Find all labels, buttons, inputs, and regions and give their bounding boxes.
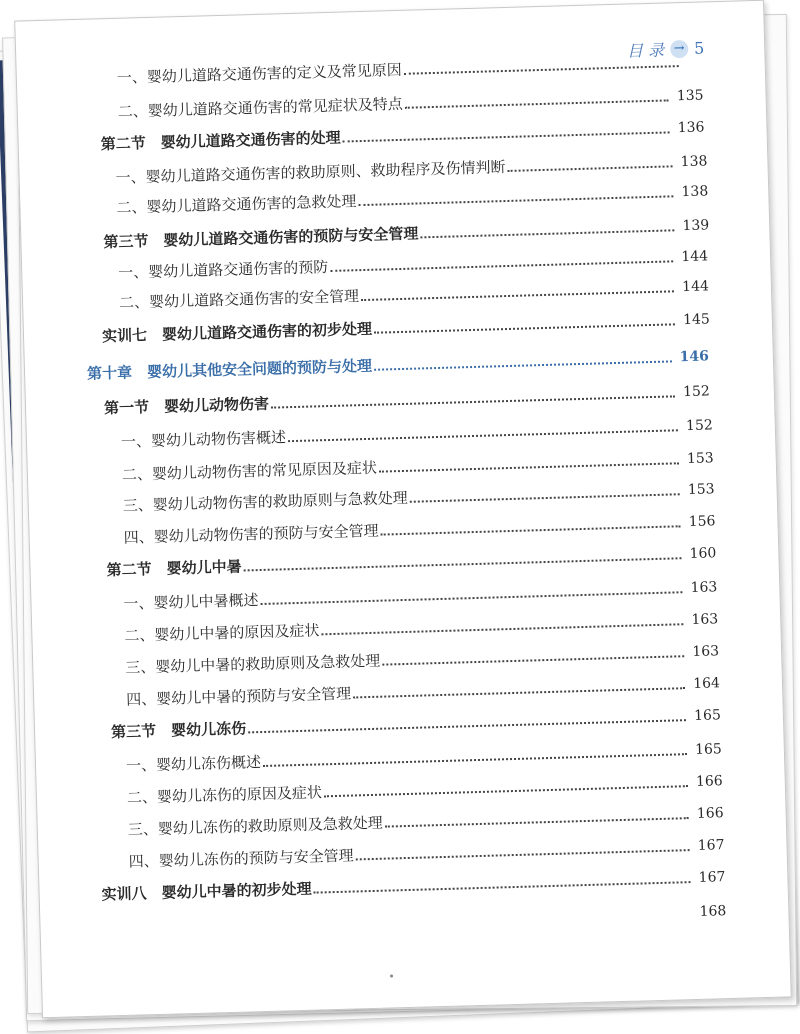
toc-label: 一、婴幼儿道路交通伤害的定义及常见原因 xyxy=(116,60,403,87)
toc-page xyxy=(14,0,792,1018)
dot-leader xyxy=(353,687,685,698)
dot-leader xyxy=(358,195,673,206)
dot-leader xyxy=(405,99,669,108)
toc-chapter xyxy=(87,347,709,382)
dot-leader xyxy=(330,260,673,272)
dot-leader xyxy=(261,591,683,605)
dot-leader xyxy=(361,290,674,301)
toc-label: 第二节 婴幼儿中暑 xyxy=(106,557,242,580)
toc-label: 实训七 婴幼儿道路交通伤害的初步处理 xyxy=(101,319,373,346)
dot-leader xyxy=(404,65,679,75)
dot-leader xyxy=(263,753,687,767)
toc-section xyxy=(106,544,716,579)
dot-leader xyxy=(382,655,684,665)
toc-label: 实训八 婴幼儿中暑的初步处理 xyxy=(101,879,312,904)
toc-label: 一、婴幼儿冻伤概述 xyxy=(125,753,262,775)
toc-label: 二、婴幼儿中暑的原因及症状 xyxy=(124,621,320,645)
toc-item xyxy=(124,610,718,645)
toc-page-number: 136 xyxy=(677,119,705,137)
toc-section xyxy=(102,310,710,345)
toc-item xyxy=(123,578,717,613)
dot-leader xyxy=(385,817,689,827)
toc-item xyxy=(102,902,726,937)
dot-leader xyxy=(379,462,679,472)
toc-item xyxy=(118,86,704,120)
toc-page-number: 153 xyxy=(686,450,714,468)
dot-leader xyxy=(343,131,670,142)
toc-label: 四、婴幼儿动物伤害的预防与安全管理 xyxy=(123,521,379,547)
dot-leader xyxy=(314,881,691,894)
toc-section xyxy=(111,706,721,741)
toc-item xyxy=(125,642,719,677)
arrow-icon: → xyxy=(670,39,688,57)
toc-page-number: 138 xyxy=(680,153,708,171)
toc-item xyxy=(122,449,714,484)
toc-section xyxy=(101,868,725,903)
toc-page-number: 152 xyxy=(685,417,714,435)
toc-page-number: 135 xyxy=(676,87,704,105)
toc-label: 第十章 婴幼儿其他安全问题的预防与处理 xyxy=(86,356,373,383)
dot-leader xyxy=(271,395,675,408)
dot-leader xyxy=(244,557,682,571)
dot-leader xyxy=(288,429,678,442)
dot-leader xyxy=(381,525,681,535)
toc-page-number: 152 xyxy=(682,383,711,401)
toc-item xyxy=(116,182,708,217)
toc-item xyxy=(127,772,723,807)
dot-leader xyxy=(410,493,680,503)
toc-label: 三、婴幼儿动物伤害的救助原则与急救处理 xyxy=(122,488,408,515)
toc-page-number: 139 xyxy=(682,217,710,235)
toc-page-number: 167 xyxy=(697,837,725,854)
toc-section xyxy=(100,118,704,153)
toc-page-number: 145 xyxy=(682,311,711,329)
toc-page-number: 144 xyxy=(681,278,710,296)
toc-page-number: 163 xyxy=(691,611,719,628)
toc-label: 一、婴幼儿中暑概述 xyxy=(123,591,259,613)
dot-leader xyxy=(374,323,675,333)
toc-page-number: 138 xyxy=(681,183,709,201)
toc-page-number: 168 xyxy=(699,903,727,920)
toc-label: 一、婴幼儿道路交通伤害的预防 xyxy=(118,257,329,282)
toc-item xyxy=(117,53,687,87)
toc-label: 一、婴幼儿道路交通伤害的救助原则、救助程序及伤情判断 xyxy=(115,158,506,187)
toc-page-number: 156 xyxy=(688,513,716,531)
toc-section xyxy=(104,382,710,417)
dot-leader xyxy=(248,719,686,733)
toc-page-number: 144 xyxy=(681,248,709,266)
toc-page-number: 166 xyxy=(695,773,723,790)
toc-item xyxy=(128,836,724,871)
print-mark xyxy=(390,974,393,977)
page-number: 5 xyxy=(693,38,705,58)
toc-label: 二、婴幼儿道路交通伤害的安全管理 xyxy=(118,287,360,312)
toc-item xyxy=(123,480,715,515)
toc-page-number: 165 xyxy=(693,707,722,724)
toc-item xyxy=(115,152,707,187)
toc-page-number: 166 xyxy=(696,805,724,822)
toc-page-number: 146 xyxy=(679,348,710,366)
toc-item xyxy=(126,674,720,709)
toc-page-number: 167 xyxy=(698,869,726,886)
toc-label: 第二节 婴幼儿道路交通伤害的处理 xyxy=(100,128,341,154)
toc-item xyxy=(128,804,724,839)
toc-label: 第三节 婴幼儿冻伤 xyxy=(110,719,247,742)
toc-label: 第一节 婴幼儿动物伤害 xyxy=(103,394,270,418)
toc-item xyxy=(126,740,722,775)
toc-label: 二、婴幼儿冻伤的原因及症状 xyxy=(126,783,323,807)
toc-label: 四、婴幼儿中暑的预防与安全管理 xyxy=(125,684,352,709)
toc-page-number: 163 xyxy=(690,579,718,596)
toc-label: 二、婴幼儿动物伤害的常见原因及症状 xyxy=(121,458,378,484)
toc-label: 一、婴幼儿动物伤害概述 xyxy=(120,428,287,451)
toc-item xyxy=(118,247,708,281)
toc-page-number: 163 xyxy=(692,643,720,660)
toc-page-number: 160 xyxy=(689,545,717,563)
toc-section xyxy=(103,216,709,251)
toc-label: 三、婴幼儿中暑的救助原则及急救处理 xyxy=(125,651,381,677)
header-title: 目 录 xyxy=(626,40,665,61)
toc-item xyxy=(121,416,713,451)
dot-leader xyxy=(420,229,674,238)
dot-leader xyxy=(324,785,688,797)
toc-item xyxy=(119,277,709,311)
toc-page-number: 164 xyxy=(693,675,721,692)
dot-leader xyxy=(321,623,683,635)
toc-item xyxy=(123,512,715,547)
toc-label: 二、婴幼儿道路交通伤害的急救处理 xyxy=(116,192,357,217)
toc-label: 二、婴幼儿道路交通伤害的常见症状及特点 xyxy=(117,94,403,121)
table-of-contents xyxy=(15,1,791,1017)
dot-leader xyxy=(356,849,690,860)
toc-label: 第三节 婴幼儿道路交通伤害的预防与安全管理 xyxy=(103,224,419,252)
toc-label: 四、婴幼儿冻伤的预防与安全管理 xyxy=(128,846,354,871)
dot-leader xyxy=(374,360,672,370)
dot-leader xyxy=(508,165,673,172)
toc-page-number: 153 xyxy=(687,481,715,499)
toc-label: 三、婴幼儿冻伤的救助原则及急救处理 xyxy=(127,813,384,839)
toc-page-number: 165 xyxy=(694,741,723,758)
